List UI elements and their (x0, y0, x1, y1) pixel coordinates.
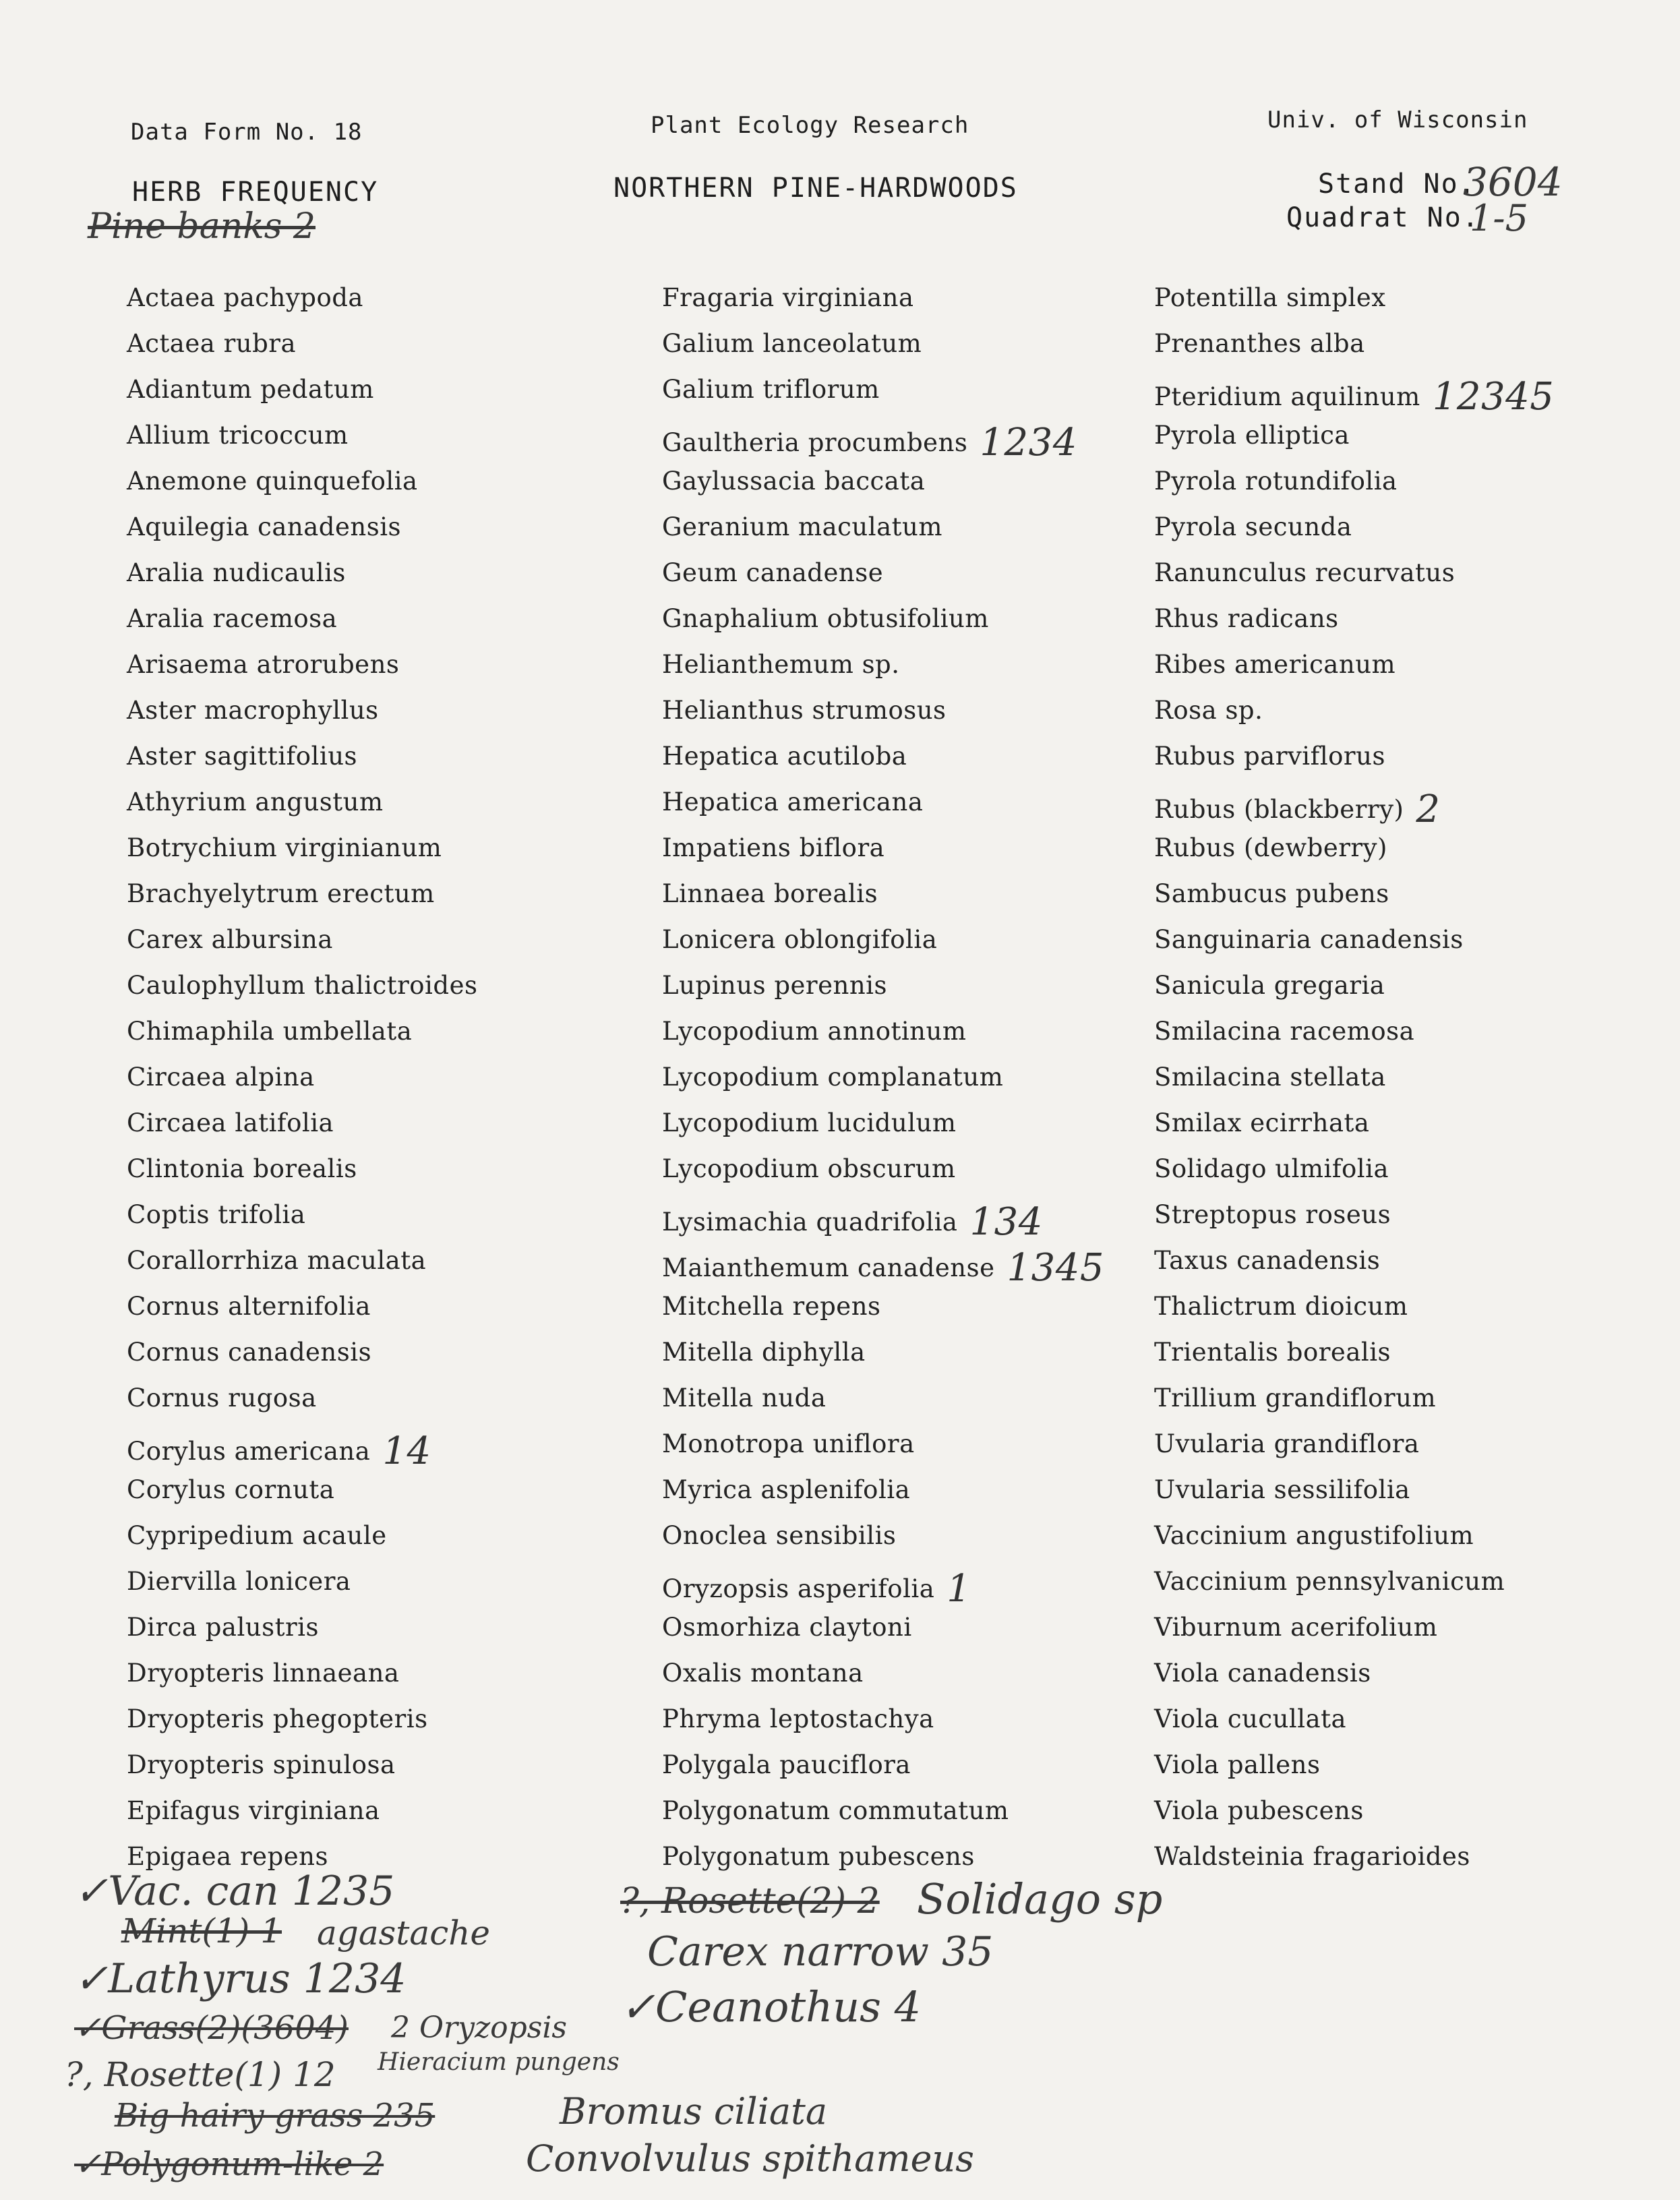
species-row (127, 1292, 371, 1321)
species-name: Gnaphalium obtusifolium (662, 604, 989, 633)
species-row (662, 421, 1077, 465)
species-row (662, 696, 947, 725)
species-name: Adiantum pedatum (127, 375, 374, 404)
note-mint: Mint(1) 1 (121, 1911, 282, 1951)
species-row (127, 1613, 319, 1642)
species-name: Cornus rugosa (127, 1384, 317, 1413)
research-title: Plant Ecology Research (651, 112, 969, 139)
species-row (127, 1429, 431, 1473)
species-name: Lycopodium lucidulum (662, 1108, 957, 1137)
species-row (127, 1384, 317, 1413)
species-name: Aster sagittifolius (127, 742, 358, 771)
species-name: Circaea alpina (127, 1063, 315, 1092)
species-row (1154, 375, 1554, 419)
species-name: Oxalis montana (662, 1659, 864, 1688)
species-name: Mitella diphylla (662, 1338, 866, 1367)
species-row (127, 1704, 428, 1733)
species-row (662, 971, 887, 1000)
note-grass: ✓Grass(2)(3604) (74, 2009, 349, 2047)
species-name: Polygonatum commutatum (662, 1796, 1009, 1825)
note-carex-narrow: Carex narrow 35 (647, 1928, 994, 1975)
species-row (1154, 283, 1386, 312)
species-row (1154, 1384, 1436, 1413)
species-row (662, 1521, 896, 1550)
species-row (1154, 329, 1365, 358)
quadrat-marks: 1345 (1007, 1246, 1105, 1290)
species-name: Gaylussacia baccata (662, 467, 926, 496)
quadrat-marks: 12345 (1432, 375, 1555, 419)
species-row (1154, 1796, 1364, 1825)
species-name: Corylus cornuta (127, 1475, 335, 1504)
quadrat-label: Quadrat No. (1286, 202, 1480, 233)
species-name: Carex albursina (127, 925, 333, 954)
species-row (127, 283, 363, 312)
species-name: Dryopteris linnaeana (127, 1659, 400, 1688)
species-row (1154, 1200, 1391, 1229)
species-name: Helianthemum sp. (662, 650, 900, 679)
species-row (1154, 1521, 1474, 1550)
species-name: Onoclea sensibilis (662, 1521, 897, 1550)
note-convolvulus: Convolvulus spithameus (526, 2137, 974, 2180)
species-row (127, 696, 379, 725)
species-row (662, 1659, 864, 1688)
species-name: Uvularia grandiflora (1154, 1429, 1420, 1458)
species-row (1154, 1475, 1410, 1504)
species-row (662, 375, 880, 404)
species-row (1154, 604, 1339, 633)
species-name: Waldsteinia fragarioides (1154, 1842, 1470, 1871)
species-row (1154, 696, 1263, 725)
species-row (127, 1200, 305, 1229)
species-name: Actaea rubra (127, 329, 297, 358)
species-name: Pyrola elliptica (1154, 421, 1350, 450)
species-row (1154, 1659, 1371, 1688)
species-name: Cypripedium acaule (127, 1521, 387, 1550)
species-row (662, 1017, 966, 1046)
species-row (662, 1338, 866, 1367)
species-name: Geranium maculatum (662, 512, 942, 541)
species-row (127, 1063, 315, 1092)
species-name: Hepatica acutiloba (662, 742, 907, 771)
species-name: Viola pubescens (1154, 1796, 1364, 1825)
species-name: Thalictrum dioicum (1154, 1292, 1408, 1321)
species-name: Anemone quinquefolia (127, 467, 418, 496)
species-row (662, 1200, 1043, 1244)
species-row (127, 787, 384, 816)
quadrat-marks: 1234 (980, 421, 1077, 465)
species-row (662, 1429, 915, 1458)
species-row (127, 1108, 334, 1137)
species-name: Pyrola secunda (1154, 512, 1352, 541)
species-name: Lycopodium complanatum (662, 1063, 1004, 1092)
species-name: Dryopteris spinulosa (127, 1750, 396, 1779)
species-name: Polygala pauciflora (662, 1750, 911, 1779)
species-row (1154, 742, 1385, 771)
species-row (127, 558, 346, 587)
species-name: Corylus americana (127, 1437, 371, 1466)
species-name: Viola pallens (1154, 1750, 1321, 1779)
species-row (662, 879, 878, 908)
species-name: Galium lanceolatum (662, 329, 922, 358)
species-name: Aquilegia canadensis (127, 512, 402, 541)
species-name: Viola canadensis (1154, 1659, 1371, 1688)
species-name: Mitchella repens (662, 1292, 881, 1321)
species-name: Viola cucullata (1154, 1704, 1347, 1733)
note-lathyrus: ✓Lathyrus 1234 (74, 1955, 407, 2002)
species-row (1154, 650, 1396, 679)
species-row (662, 1063, 1003, 1092)
stand-label: Stand No. (1318, 169, 1476, 200)
species-name: Maianthemum canadense (662, 1253, 995, 1282)
species-name: Smilacina racemosa (1154, 1017, 1415, 1046)
species-name: Epifagus virginiana (127, 1796, 380, 1825)
species-row (1154, 971, 1385, 1000)
species-row (1154, 925, 1464, 954)
species-name: Dirca palustris (127, 1613, 319, 1642)
species-row (662, 1750, 911, 1779)
species-row (1154, 879, 1389, 908)
species-name: Osmorhiza claytoni (662, 1613, 912, 1642)
species-row (662, 604, 989, 633)
species-name: Gaultheria procumbens (662, 428, 968, 457)
species-row (127, 879, 435, 908)
species-name: Taxus canadensis (1154, 1246, 1381, 1275)
species-row (1154, 512, 1352, 541)
species-row (662, 1292, 881, 1321)
note-rosette-1: ?, Rosette(1) 12 (65, 2055, 336, 2094)
species-name: Trillium grandiflorum (1154, 1384, 1437, 1413)
species-row (662, 1796, 1009, 1825)
species-row (662, 650, 900, 679)
species-name: Smilax ecirrhata (1154, 1108, 1370, 1137)
species-row (127, 1796, 380, 1825)
species-row (127, 1017, 412, 1046)
species-name: Monotropa uniflora (662, 1429, 915, 1458)
species-name: Trientalis borealis (1154, 1338, 1391, 1367)
species-row (127, 467, 418, 496)
species-name: Linnaea borealis (662, 879, 878, 908)
species-row (127, 1154, 357, 1183)
species-row (127, 742, 357, 771)
species-row (662, 1704, 934, 1733)
species-name: Arisaema atrorubens (127, 650, 400, 679)
species-row (662, 329, 922, 358)
species-row (127, 512, 401, 541)
form-number: Data Form No. 18 (131, 119, 363, 146)
species-row (662, 512, 942, 541)
species-row (127, 1750, 396, 1779)
species-name: Rubus parviflorus (1154, 742, 1385, 771)
species-name: Aralia nudicaulis (127, 558, 346, 587)
species-row (662, 1246, 1104, 1290)
note-agastache: agastache (317, 1913, 490, 1953)
species-name: Coptis trifolia (127, 1200, 306, 1229)
species-row (662, 1108, 956, 1137)
note-bromus: Bromus ciliata (560, 2090, 828, 2133)
species-name: Fragaria virginiana (662, 283, 914, 312)
species-row (662, 1842, 975, 1871)
species-row (1154, 1429, 1419, 1458)
species-row (1154, 421, 1350, 450)
species-row (1154, 1017, 1414, 1046)
species-name: Lysimachia quadrifolia (662, 1208, 958, 1237)
species-name: Oryzopsis asperifolia (662, 1574, 935, 1603)
species-row (127, 604, 337, 633)
species-row (127, 1842, 328, 1871)
species-name: Aster macrophyllus (127, 696, 379, 725)
species-row (1154, 1063, 1386, 1092)
species-name: Viburnum acerifolium (1154, 1613, 1438, 1642)
species-row (1154, 558, 1455, 587)
species-row (1154, 1842, 1470, 1871)
species-name: Vaccinium pennsylvanicum (1154, 1567, 1505, 1596)
species-name: Rhus radicans (1154, 604, 1339, 633)
species-row (662, 1613, 912, 1642)
species-row (1154, 467, 1398, 496)
species-name: Pteridium aquilinum (1154, 382, 1420, 411)
species-row (662, 1384, 826, 1413)
species-row (127, 925, 333, 954)
species-name: Clintonia borealis (127, 1154, 357, 1183)
species-name: Aralia racemosa (127, 604, 338, 633)
species-name: Helianthus strumosus (662, 696, 947, 725)
quadrat-number: 1-5 (1470, 197, 1528, 239)
quadrat-marks: 2 (1416, 787, 1441, 831)
species-row (662, 1475, 910, 1504)
species-name: Rosa sp. (1154, 696, 1263, 725)
form-type-title: HERB FREQUENCY (132, 177, 379, 208)
species-name: Actaea pachypoda (127, 283, 363, 312)
species-name: Galium triflorum (662, 375, 880, 404)
species-name: Diervilla lonicera (127, 1567, 351, 1596)
species-name: Myrica asplenifolia (662, 1475, 911, 1504)
species-row (1154, 1338, 1391, 1367)
species-row (662, 558, 883, 587)
species-row (127, 971, 477, 1000)
pine-banks-note: Pine banks 2 (88, 206, 316, 247)
species-row (1154, 1750, 1320, 1779)
university-name: Univ. of Wisconsin (1267, 107, 1528, 133)
species-name: Lycopodium annotinum (662, 1017, 967, 1046)
species-name: Potentilla simplex (1154, 283, 1386, 312)
species-row (662, 1154, 956, 1183)
note-oryzopsis: 2 Oryzopsis (391, 2011, 568, 2045)
species-row (1154, 787, 1441, 831)
note-vac-can: ✓Vac. can 1235 (74, 1868, 395, 1915)
species-name: Vaccinium angustifolium (1154, 1521, 1474, 1550)
species-name: Solidago ulmifolia (1154, 1154, 1389, 1183)
species-name: Impatiens biflora (662, 833, 885, 862)
species-name: Prenanthes alba (1154, 329, 1365, 358)
species-name: Brachyelytrum erectum (127, 879, 435, 908)
species-row (662, 467, 925, 496)
note-hieracium: Hieracium pungens (378, 2048, 620, 2076)
species-row (1154, 1154, 1389, 1183)
species-row (1154, 1246, 1380, 1275)
stand-number: 3604 (1463, 159, 1563, 205)
species-name: Corallorrhiza maculata (127, 1246, 427, 1275)
species-name: Circaea latifolia (127, 1108, 334, 1137)
species-name: Allium tricoccum (127, 421, 349, 450)
species-name: Cornus alternifolia (127, 1292, 371, 1321)
species-row (127, 421, 349, 450)
species-name: Sanguinaria canadensis (1154, 925, 1464, 954)
species-row (127, 1567, 351, 1596)
note-solidago: Solidago sp (917, 1874, 1163, 1924)
note-rosette-2: ?, Rosette(2) 2 (620, 1881, 880, 1922)
note-ceanothus: ✓Ceanothus 4 (620, 1982, 922, 2031)
species-name: Lonicera oblongifolia (662, 925, 938, 954)
species-row (127, 1659, 399, 1688)
species-row (127, 1246, 426, 1275)
species-name: Hepatica americana (662, 787, 924, 816)
species-row (127, 1338, 371, 1367)
species-row (662, 742, 907, 771)
species-row (1154, 1108, 1369, 1137)
quadrat-marks: 14 (382, 1429, 431, 1473)
species-name: Lupinus perennis (662, 971, 887, 1000)
species-row (662, 787, 923, 816)
species-name: Athyrium angustum (127, 787, 384, 816)
species-row (662, 925, 937, 954)
species-name: Ranunculus recurvatus (1154, 558, 1456, 587)
species-row (127, 833, 442, 862)
species-name: Uvularia sessilifolia (1154, 1475, 1410, 1504)
species-name: Geum canadense (662, 558, 884, 587)
species-name: Lycopodium obscurum (662, 1154, 956, 1183)
species-name: Rubus (blackberry) (1154, 795, 1404, 824)
species-name: Cornus canadensis (127, 1338, 372, 1367)
species-row (127, 375, 374, 404)
species-row (1154, 1704, 1346, 1733)
species-name: Chimaphila umbellata (127, 1017, 413, 1046)
species-name: Caulophyllum thalictroides (127, 971, 478, 1000)
species-name: Pyrola rotundifolia (1154, 467, 1398, 496)
species-name: Dryopteris phegopteris (127, 1704, 428, 1733)
note-polygonum: ✓Polygonum-like 2 (74, 2145, 384, 2183)
quadrat-marks: 1 (947, 1567, 971, 1611)
species-row (1154, 1292, 1408, 1321)
species-row (127, 1475, 334, 1504)
species-name: Ribes americanum (1154, 650, 1396, 679)
species-name: Mitella nuda (662, 1384, 827, 1413)
quadrat-marks: 134 (969, 1200, 1043, 1244)
species-row (127, 329, 296, 358)
species-row (1154, 1567, 1505, 1596)
species-row (662, 833, 884, 862)
species-row (662, 283, 914, 312)
species-row (1154, 1613, 1437, 1642)
species-name: Smilacina stellata (1154, 1063, 1386, 1092)
note-big-hairy-grass: Big hairy grass 235 (115, 2097, 436, 2135)
community-title: NORTHERN PINE-HARDWOODS (613, 173, 1018, 204)
species-row (1154, 833, 1387, 862)
species-row (127, 650, 399, 679)
species-name: Polygonatum pubescens (662, 1842, 975, 1871)
species-row (127, 1521, 387, 1550)
species-name: Sambucus pubens (1154, 879, 1389, 908)
species-name: Phryma leptostachya (662, 1704, 934, 1733)
species-name: Streptopus roseus (1154, 1200, 1391, 1229)
species-name: Sanicula gregaria (1154, 971, 1385, 1000)
species-name: Botrychium virginianum (127, 833, 442, 862)
species-row (662, 1567, 971, 1611)
species-name: Rubus (dewberry) (1154, 833, 1387, 862)
species-name: Epigaea repens (127, 1842, 328, 1871)
